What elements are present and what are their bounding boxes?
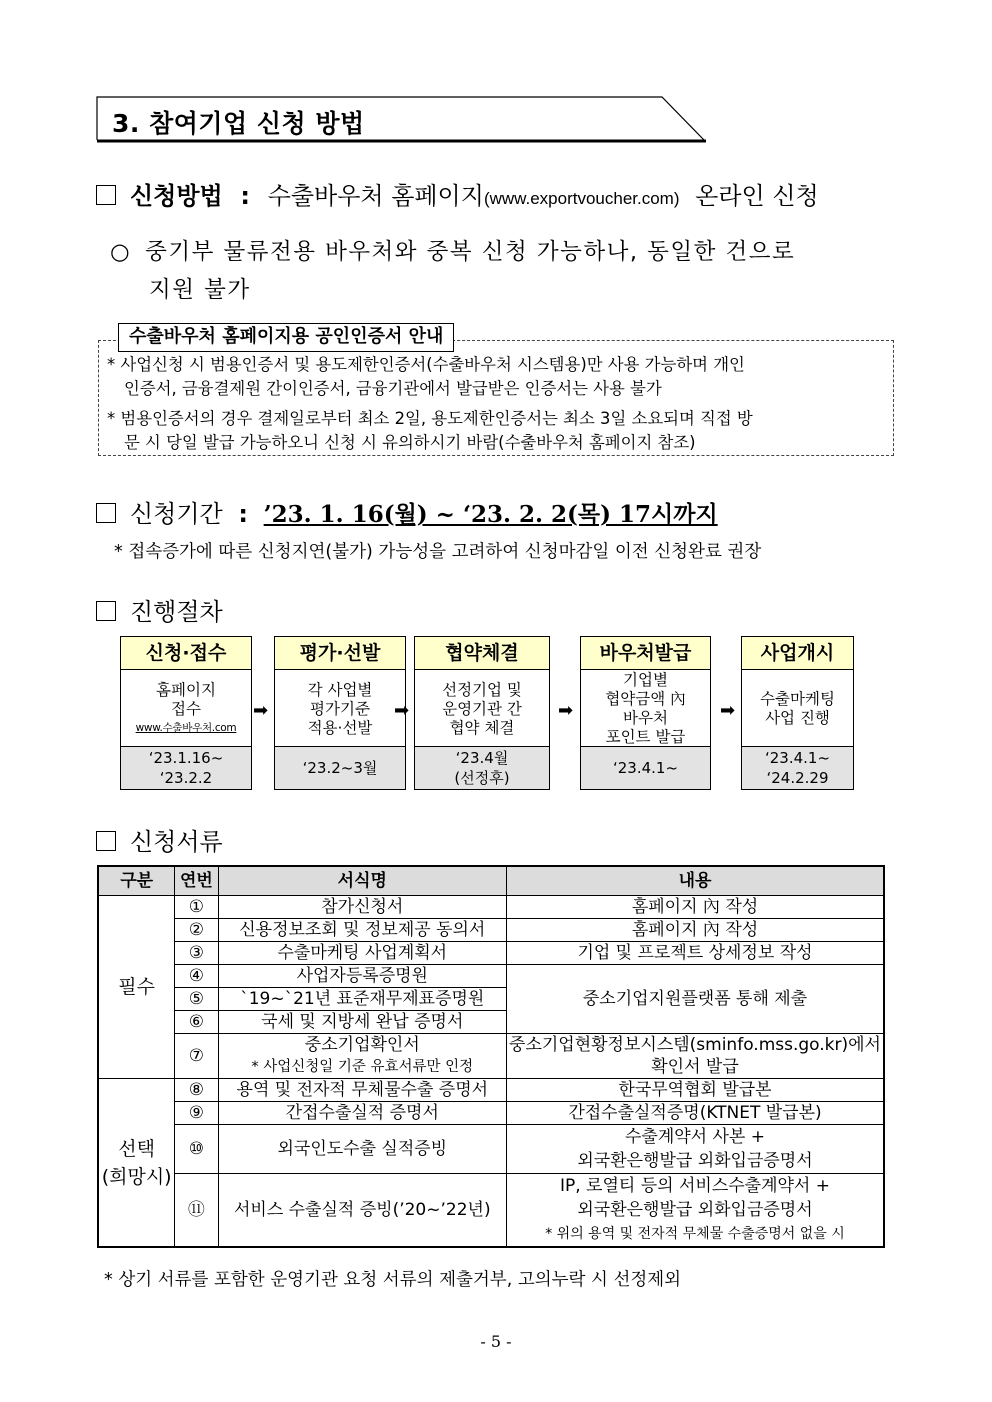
checkbox-square-icon bbox=[96, 503, 116, 523]
step-body-line: 협약 체결 bbox=[449, 718, 515, 737]
procedure-step-4 bbox=[580, 636, 711, 790]
arrow-right-icon: ➡ bbox=[394, 700, 410, 721]
documents-heading bbox=[96, 822, 223, 857]
bullet-circle-icon: ○ bbox=[110, 239, 132, 265]
table-row bbox=[98, 965, 884, 988]
step-date bbox=[415, 746, 549, 789]
table-row bbox=[98, 1125, 884, 1174]
apply-period-label: 신청기간 bbox=[130, 500, 223, 528]
header-no: 연번 bbox=[175, 866, 218, 896]
step-date bbox=[121, 746, 251, 789]
step-body bbox=[275, 670, 405, 748]
procedure-heading bbox=[96, 592, 223, 627]
table-header-row bbox=[98, 866, 884, 896]
step-body-line: 홈페이지 bbox=[156, 680, 216, 699]
row-form: 참가신청서 bbox=[218, 896, 506, 919]
documents-footnote: * 상기 서류를 포함한 운영기관 요청 서류의 제출거부, 고의누락 시 선정제외 bbox=[104, 1270, 682, 1290]
step-title: 협약체결 bbox=[415, 637, 549, 670]
arrow-right-icon: ➡ bbox=[253, 700, 269, 721]
row-content-line: 수출계약서 사본 + bbox=[624, 1127, 765, 1147]
apply-method-colon: : bbox=[240, 182, 250, 210]
row-form: `19~`21년 표준재무제표증명원 bbox=[218, 988, 506, 1011]
step-body-line: 수출마케팅 bbox=[760, 690, 835, 708]
row-content: 기업 및 프로젝트 상세정보 작성 bbox=[507, 942, 885, 965]
checkbox-square-icon bbox=[96, 831, 116, 851]
section-header bbox=[96, 96, 706, 142]
apply-method-url: (www.exportvoucher.com) bbox=[483, 189, 680, 208]
procedure-step-1 bbox=[120, 636, 252, 790]
row-content: 중소기업지원플랫폼 통해 제출 bbox=[507, 965, 885, 1034]
row-content-line: 외국환은행발급 외화입금증명서 bbox=[577, 1151, 813, 1171]
row-form: 사업자등록증명원 bbox=[218, 965, 506, 988]
row-form: 국세 및 지방세 완납 증명서 bbox=[218, 1011, 506, 1034]
group-optional-line1: 선택 bbox=[118, 1137, 155, 1160]
table-row bbox=[98, 1102, 884, 1125]
step-date bbox=[581, 746, 710, 789]
step-body-line: 접수 bbox=[171, 699, 201, 718]
row-no: ⑤ bbox=[175, 988, 218, 1011]
row-content-line: 중소기업현황정보시스템(sminfo.mss.go.kr)에서 bbox=[509, 1035, 881, 1055]
row-form: 신용정보조회 및 정보제공 동의서 bbox=[218, 919, 506, 942]
step-title: 바우처발급 bbox=[581, 637, 710, 670]
notice-title: 수출바우처 홈페이지용 공인인증서 안내 bbox=[118, 323, 454, 352]
homepage-link[interactable]: www.수출바우처.com bbox=[135, 721, 237, 734]
row-content-line: 확인서 발급 bbox=[651, 1057, 739, 1077]
step-date bbox=[742, 746, 853, 789]
step-date-line: ‘23.2~3월 bbox=[302, 759, 378, 777]
row-form: 외국인도수출 실적증빙 bbox=[218, 1125, 506, 1174]
apply-method-text: 수출바우처 홈페이지 bbox=[267, 182, 484, 210]
apply-period-line bbox=[96, 494, 718, 529]
row-form bbox=[218, 1034, 506, 1079]
row-no: ① bbox=[175, 896, 218, 919]
step-date-line: ‘23.2.2 bbox=[159, 769, 213, 787]
step-body-line: 협약금액 內 bbox=[605, 690, 686, 708]
apply-period-dates: ’23. 1. 16(월) ~ ‘23. 2. 2(목) 17시까지 bbox=[263, 501, 718, 528]
notice-item1-line1: * 사업신청 시 범용인증서 및 용도제한인증서(수출바우처 시스템용)만 사용 가능하며 개인 bbox=[107, 355, 745, 374]
row-content: 한국무역협회 발급본 bbox=[507, 1079, 885, 1102]
row-content: 홈페이지 內 작성 bbox=[507, 919, 885, 942]
row-content-line: IP, 로열티 등의 서비스수출계약서 + bbox=[559, 1176, 830, 1196]
row-content-line: 외국환은행발급 외화입금증명서 bbox=[577, 1200, 813, 1220]
table-row bbox=[98, 1034, 884, 1079]
table-row bbox=[98, 896, 884, 919]
apply-period-colon: : bbox=[238, 500, 248, 528]
step-body bbox=[121, 670, 251, 748]
checkbox-square-icon bbox=[96, 185, 116, 205]
group-optional bbox=[98, 1079, 175, 1248]
step-body-line: 사업 진행 bbox=[765, 709, 830, 727]
row-content bbox=[507, 1174, 885, 1248]
row-form-main: 중소기업확인서 bbox=[304, 1035, 420, 1055]
table-row bbox=[98, 919, 884, 942]
row-no: ⑩ bbox=[175, 1125, 218, 1174]
notice-item1-line2: 인증서, 금융결제원 간이인증서, 금융기관에서 발급받은 인증서는 사용 불가 bbox=[124, 379, 662, 398]
arrow-right-icon: ➡ bbox=[558, 700, 574, 721]
row-no: ④ bbox=[175, 965, 218, 988]
group-optional-line2: (희망시) bbox=[101, 1165, 172, 1188]
row-content-note: * 위의 용역 및 전자적 무체물 수출증명서 없을 시 bbox=[545, 1226, 845, 1242]
row-no: ⑦ bbox=[175, 1034, 218, 1079]
row-content: 홈페이지 內 작성 bbox=[507, 896, 885, 919]
documents-label: 신청서류 bbox=[130, 828, 223, 856]
row-no: ⑪ bbox=[175, 1174, 218, 1248]
step-body-line: 바우처 bbox=[623, 709, 668, 727]
procedure-step-5 bbox=[741, 636, 854, 790]
apply-method-note-line1: 중기부 물류전용 바우처와 중복 신청 가능하나, 동일한 건으로 bbox=[145, 239, 796, 265]
row-form: 간접수출실적 증명서 bbox=[218, 1102, 506, 1125]
notice-item2-line2: 문 시 당일 발급 가능하오니 신청 시 유의하시기 바람(수출바우처 홈페이지 참조) bbox=[124, 433, 696, 452]
step-title: 신청·접수 bbox=[121, 637, 251, 670]
step-date-line: (선정후) bbox=[454, 769, 510, 787]
row-form: 서비스 수출실적 증빙(’20~’22년) bbox=[218, 1174, 506, 1248]
row-form-note: * 사업신청일 기준 유효서류만 인정 bbox=[251, 1059, 474, 1075]
apply-method-text-after: 온라인 신청 bbox=[695, 182, 819, 210]
step-body-line: 적용·선발 bbox=[307, 718, 373, 737]
certificate-notice-box bbox=[98, 340, 894, 456]
row-content bbox=[507, 1125, 885, 1174]
step-body-line: 각 사업별 bbox=[307, 680, 373, 699]
header-category: 구분 bbox=[98, 866, 175, 896]
documents-table bbox=[97, 865, 885, 1248]
row-no: ⑨ bbox=[175, 1102, 218, 1125]
apply-method-note bbox=[110, 234, 795, 266]
arrow-right-icon: ➡ bbox=[720, 700, 736, 721]
procedure-step-2 bbox=[274, 636, 406, 790]
table-row bbox=[98, 942, 884, 965]
row-form: 수출마케팅 사업계획서 bbox=[218, 942, 506, 965]
row-no: ③ bbox=[175, 942, 218, 965]
checkbox-square-icon bbox=[96, 601, 116, 621]
step-body-line: 운영기관 간 bbox=[442, 699, 522, 718]
apply-method-label: 신청방법 bbox=[130, 182, 223, 210]
row-content bbox=[507, 1034, 885, 1079]
step-date-line: ‘23.4.1~ bbox=[612, 759, 679, 777]
row-no: ⑧ bbox=[175, 1079, 218, 1102]
section-title: 3. 참여기업 신청 방법 bbox=[112, 109, 365, 138]
header-content: 내용 bbox=[507, 866, 885, 896]
step-date bbox=[275, 746, 405, 789]
step-date-line: ‘23.4.1~ bbox=[764, 749, 831, 767]
step-title: 평가·선발 bbox=[275, 637, 405, 670]
apply-period-note: * 접속증가에 따른 신청지연(불가) 가능성을 고려하여 신청마감일 이전 신청완료 권장 bbox=[114, 542, 762, 562]
row-content: 간접수출실적증명(KTNET 발급본) bbox=[507, 1102, 885, 1125]
row-no: ② bbox=[175, 919, 218, 942]
step-body-line: 평가기준 bbox=[310, 699, 370, 718]
apply-method-note-line2: 지원 불가 bbox=[149, 277, 251, 303]
step-body-line: 선정기업 및 bbox=[442, 680, 522, 699]
group-required: 필수 bbox=[98, 896, 175, 1079]
step-date-line: ‘23.4월 bbox=[455, 749, 509, 767]
step-body bbox=[742, 670, 853, 748]
apply-method-line bbox=[96, 176, 819, 211]
header-form: 서식명 bbox=[218, 866, 506, 896]
step-date-line: ‘23.1.16~ bbox=[148, 749, 224, 767]
table-row bbox=[98, 1079, 884, 1102]
procedure-step-3 bbox=[414, 636, 550, 790]
table-row bbox=[98, 1174, 884, 1248]
row-form: 용역 및 전자적 무체물수출 증명서 bbox=[218, 1079, 506, 1102]
row-no: ⑥ bbox=[175, 1011, 218, 1034]
procedure-label: 진행절차 bbox=[130, 598, 223, 626]
step-body-line: 기업별 bbox=[623, 671, 668, 689]
notice-item2-line1: * 범용인증서의 경우 결제일로부터 최소 2일, 용도제한인증서는 최소 3일 소요되며 직접 방 bbox=[107, 409, 753, 428]
page-number: - 5 - bbox=[480, 1332, 512, 1351]
step-body-line: 포인트 발급 bbox=[605, 728, 686, 746]
step-title: 사업개시 bbox=[742, 637, 853, 670]
step-date-line: ‘24.2.29 bbox=[766, 769, 829, 787]
step-body bbox=[581, 670, 710, 748]
step-body bbox=[415, 670, 549, 748]
